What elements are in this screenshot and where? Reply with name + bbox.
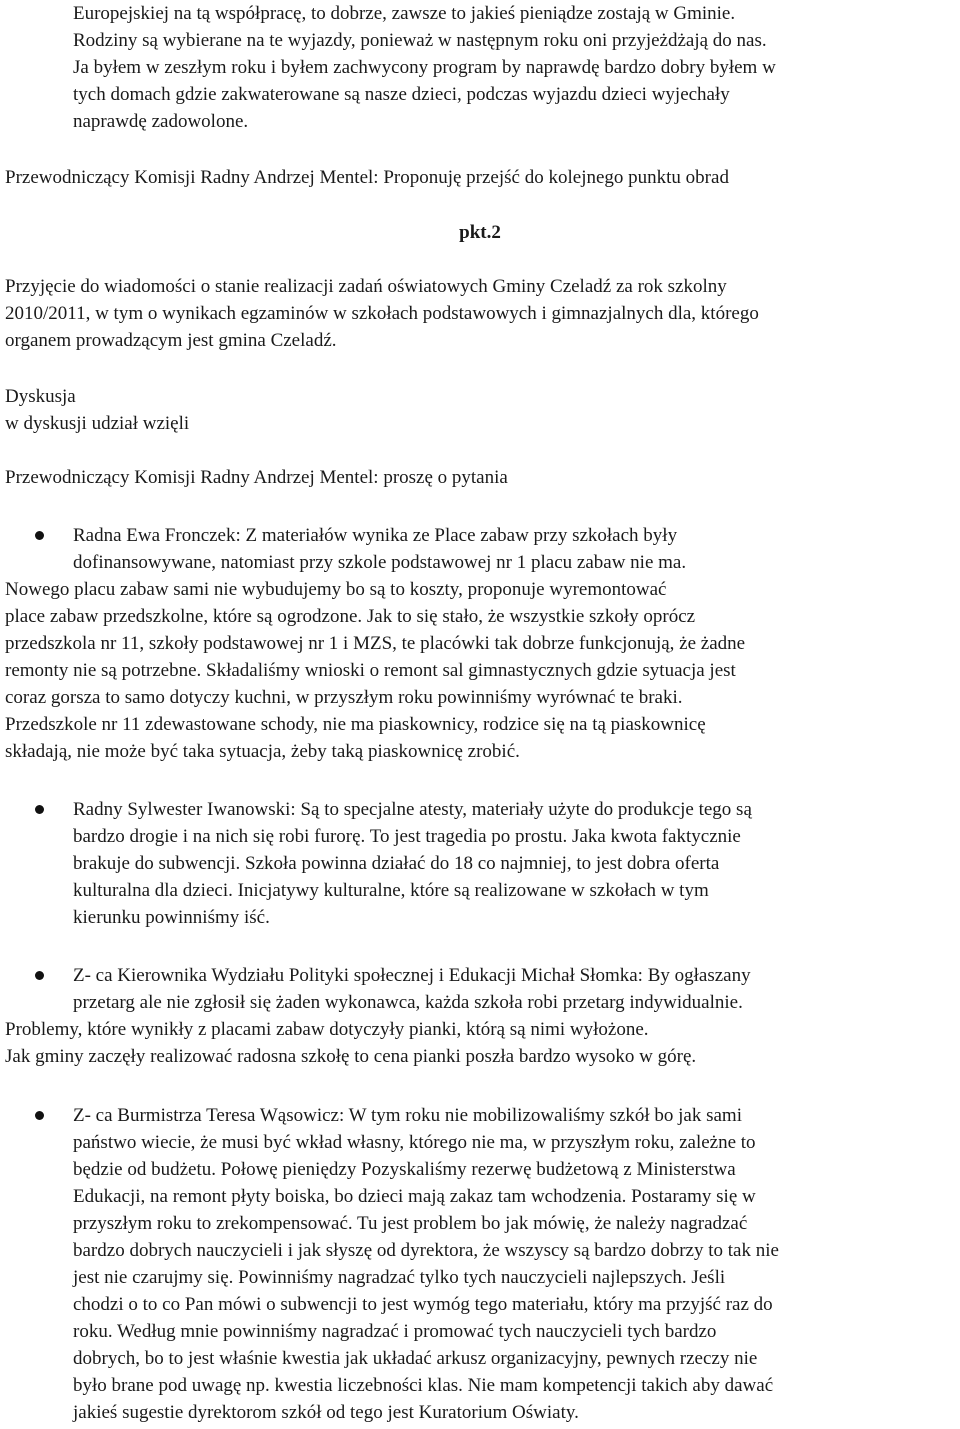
text-line: składają, nie może być taka sytuacja, żeby taką piaskownicę zrobić. [5,741,520,762]
text-line: Radna Ewa Fronczek: Z materiałów wynika ze Place zabaw przy szkołach były [73,525,678,546]
text-line: chodzi o to co Pan mówi o subwencji to jest wymóg tego materiału, który ma przyjść raz do [73,1294,773,1315]
discussion-label: Dyskusja [5,386,76,407]
text-line: naprawdę zadowolone. [73,111,249,132]
text-line: dobrych, bo to jest właśnie kwestia jak układać arkusz organizacyjny, pewnych rzeczy nie [73,1348,758,1369]
text-line: Radny Sylwester Iwanowski: Są to specjalne atesty, materiały użyte do produkcje tego są [73,799,752,820]
participants-label: w dyskusji udział wzięli [5,413,190,434]
text-line: brakuje do subwencji. Szkoła powinna działać do 18 co najmniej, to jest dobra oferta [73,853,720,874]
text-line: przedszkola nr 11, szkoły podstawowej nr 1 i MZS, te placówki tak dobrze funkcjonują, że żadne [5,633,746,654]
text-line: państwo wiecie, że musi być wkład własny, którego nie ma, w przyszłym roku, zależne to [73,1132,756,1153]
text-line: przetarg ale nie zgłosił się żaden wykonawca, każda szkoła robi przetarg indywidualnie. [73,992,743,1013]
text-line: kulturalna dla dzieci. Inicjatywy kulturalne, które są realizowane w szkołach w tym [73,880,709,901]
text-line: place zabaw przedszkolne, które są ogrodzone. Jak to się stało, że wszystkie szkoły oprócz [5,606,696,627]
text-line: Problemy, które wynikły z placami zabaw dotyczyły pianki, którą są nimi wyłożone. [5,1019,649,1040]
text-line: organem prowadzącym jest gmina Czeladź. [5,330,337,351]
text-line: dofinansowywane, natomiast przy szkole podstawowej nr 1 placu zabaw nie ma. [73,552,687,573]
point-heading: pkt.2 [459,222,501,243]
chair-proposal: Przewodniczący Komisji Radny Andrzej Mentel: Proponuję przejść do kolejnego punktu obrad [5,167,729,188]
text-line: remonty nie są potrzebne. Składaliśmy wnioski o remont sal gimnastycznych gdzie sytuacja jest [5,660,736,681]
text-line: Z- ca Kierownika Wydziału Polityki społecznej i Edukacji Michał Słomka: By ogłaszany [73,965,751,986]
slomka-continued [0,1016,960,1070]
intro-paragraph [0,0,960,135]
list-item-wasowicz [0,1102,960,1426]
text-line: Przedszkole nr 11 zdewastowane schody, nie ma piaskownicy, rodzice się na tą piaskownicę [5,714,706,735]
text-line: Z- ca Burmistrza Teresa Wąsowicz: W tym roku nie mobilizowaliśmy szkół bo jak sami [73,1105,742,1126]
text-line: Nowego placu zabaw sami nie wybudujemy bo są to koszty, proponuje wyremontować [5,579,667,600]
text-line: Edukacji, na remont płyty boiska, bo dzieci mają zakaz tam wchodzenia. Postaramy się w [73,1186,756,1207]
text-line: coraz gorsza to samo dotyczy kuchni, w przyszłym roku powinniśmy wyrównać te braki. [5,687,683,708]
text-line: 2010/2011, w tym o wynikach egzaminów w szkołach podstawowych i gimnazjalnych dla, którego [5,303,759,324]
text-line: przyszłym roku to zrekompensować. Tu jest problem bo jak mówię, że należy nagradzać [73,1213,748,1234]
fronczek-continued [0,576,960,765]
list-item-iwanowski [0,796,960,931]
text-line: bardzo dobrych nauczycieli i jak słyszę od dyrektora, że wszyscy są bardzo dobrzy to tak nie [73,1240,779,1261]
text-line: było brane pod uwagę np. kwestia liczebności klas. Nie mam kompetencji takich aby dawać [73,1375,774,1396]
text-line: Europejskiej na tą współpracę, to dobrze, zawsze to jakieś pieniądze zostają w Gminie. [73,3,736,24]
text-line: Jak gminy zaczęły realizować radosna szkołę to cena pianki poszła bardzo wysoko w górę. [5,1046,697,1067]
text-line: będzie od budżetu. Połowę pieniędzy Pozyskaliśmy rezerwę budżetową z Ministerstwa [73,1159,736,1180]
text-line: Rodziny są wybierane na te wyjazdy, ponieważ w następnym roku oni przyjeżdżają do nas. [73,30,767,51]
agenda-point-paragraph [0,273,960,354]
discussion-section [0,383,960,437]
text-line: jakieś sugestie dyrektorom szkół od tego jest Kuratorium Oświaty. [73,1402,579,1423]
list-item-fronczek [0,522,960,576]
text-line: Ja byłem w zeszłym roku i byłem zachwycony program by naprawdę bardzo dobry byłem w [73,57,776,78]
text-line: Przyjęcie do wiadomości o stanie realizacji zadań oświatowych Gminy Czeladź za rok szkolny [5,276,727,297]
chair-questions: Przewodniczący Komisji Radny Andrzej Mentel: proszę o pytania [5,467,508,488]
list-item-slomka [0,962,960,1016]
text-line: kierunku powinniśmy iść. [73,907,270,928]
text-line: jest nie czarujmy się. Powinniśmy nagradzać tylko tych nauczycieli najlepszych. Jeśli [73,1267,726,1288]
text-line: roku. Według mnie powinniśmy nagradzać i promować tych nauczycieli tych bardzo [73,1321,717,1342]
text-line: tych domach gdzie zakwaterowane są nasze dzieci, podczas wyjazdu dzieci wyjechały [73,84,730,105]
text-line: bardzo drogie i na nich się robi furorę. To jest tragedia po prostu. Jaka kwota faktycznie [73,826,741,847]
